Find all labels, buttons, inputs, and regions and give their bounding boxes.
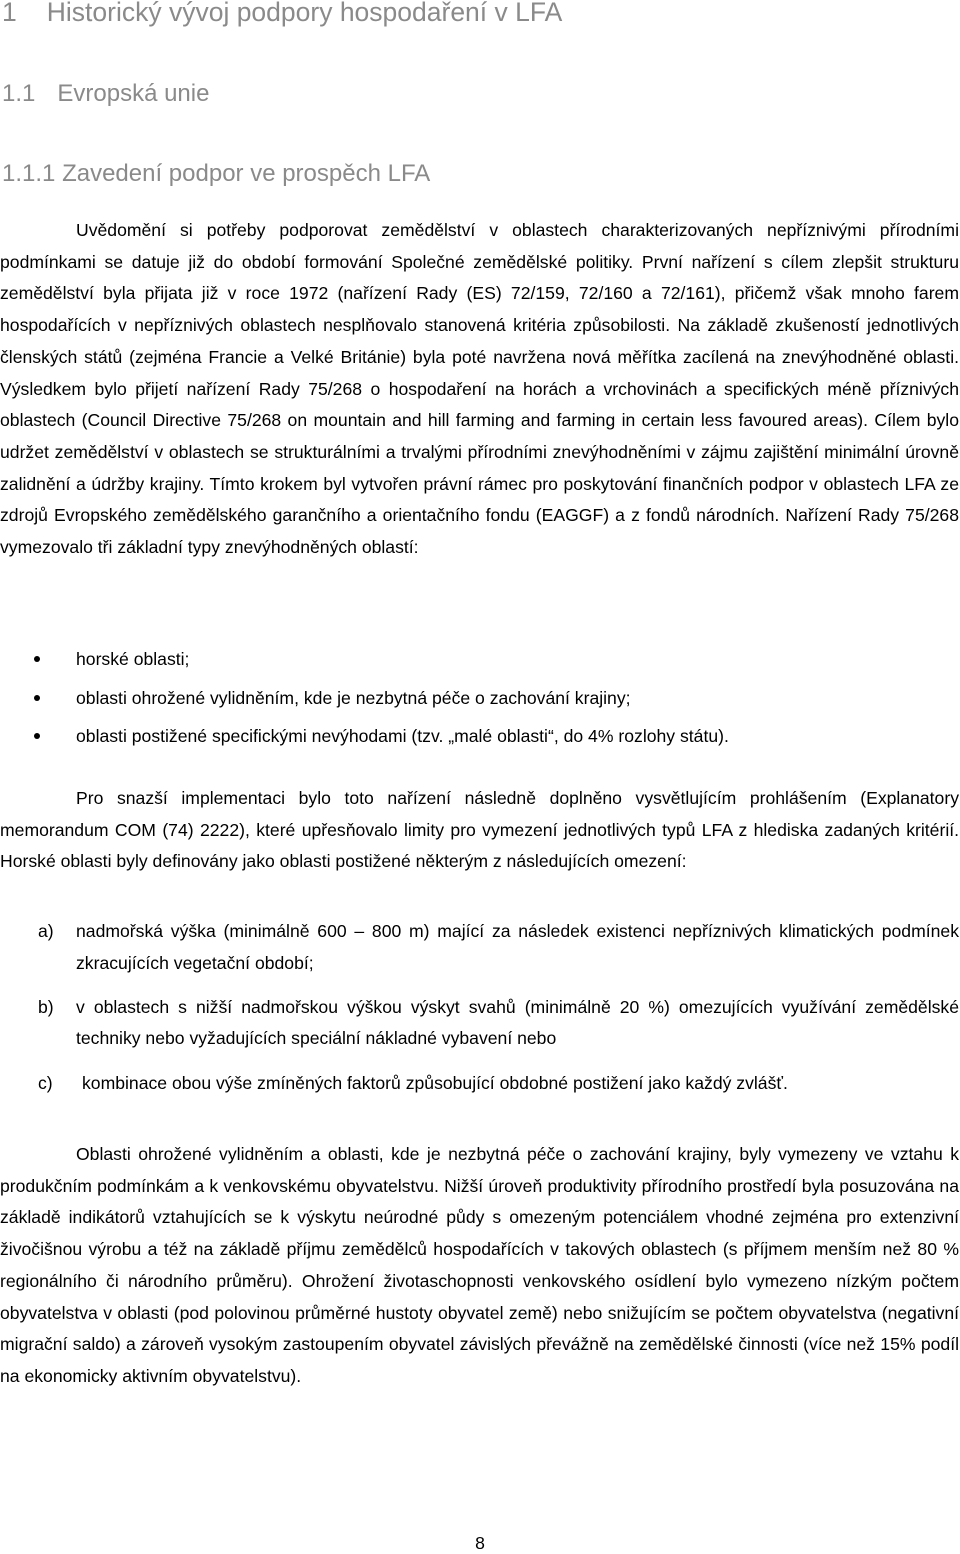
list-item: [0, 992, 959, 1068]
bullet-icon: [34, 656, 40, 662]
list-item-label: c): [38, 1072, 53, 1093]
list-item-text: oblasti ohrožené vylidněním, kde je nezbytná péče o zachování krajiny;: [76, 687, 631, 708]
list-item-text: v oblastech s nižší nadmořskou výškou výskyt svahů (minimálně 20 %) omezujících využívání zemědělské techniky nebo vyžadujících speciální nákladné vybavení nebo: [76, 996, 959, 1049]
intro-paragraph: Uvědomění si potřeby podporovat zemědělství v oblastech charakterizovaných nepříznivými přírodními podmínkami se datuje již do období formování Společné zemědělské politiky. První nařízení s cílem zlepšit strukturu zemědělství byla přijata již v roce 1972 (nařízení Rady (ES) 72/159, 72/160 a 72/161), přičemž však mnoho farem hospodařících v nepříznivých oblastech nesplňovalo stanovená kritéria způsobilosti. Na základě zkušeností jednotlivých členských států (zejména Francie a Velké Británie) byla poté navržena nová měřítka zacílená na znevýhodněné oblasti. Výsledkem bylo přijetí nařízení Rady 75/268 o hospodaření na horách a vrchovinách a specifických méně příznivých oblastech (Council Directive 75/268 on mountain and hill farming and farming in certain less favoured areas). Cílem bylo udržet zemědělství v oblastech se strukturálními a trvalými přírodními znevýhodněními v zájmu zajištění minimální úrovně zalidnění a údržby krajiny. Tímto krokem byl vytvořen právní rámec pro poskytování finančních podpor v oblastech LFA ze zdrojů Evropského zemědělského garančního a orientačního fondu (EAGGF) a z fondů národních. Nařízení Rady 75/268 vymezovalo tři základní typy znevýhodněných oblastí:: [0, 220, 959, 558]
area-types-list: [0, 644, 959, 760]
list-item-label: b): [38, 996, 54, 1017]
list-item: [0, 721, 959, 760]
list-item: [0, 683, 959, 722]
chapter-title: Historický vývoj podpory hospodaření v LFA: [46, 0, 563, 27]
subsection-title: Zavedení podpor ve prospěch LFA: [62, 160, 431, 187]
chapter-number: 1: [2, 0, 17, 27]
bullet-icon: [34, 695, 40, 701]
list-item: [0, 1068, 959, 1100]
bullet-icon: [34, 733, 40, 739]
list-item-text: nadmořská výška (minimálně 600 – 800 m) mající za následek existenci nepříznivých klimatických podmínek zkracujících vegetační období;: [76, 921, 959, 973]
depopulation-paragraph: Oblasti ohrožené vylidněním a oblasti, kde je nezbytná péče o zachování krajiny, byly vymezeny ve vztahu k produkčním podmínkám a k venkovskému obyvatelstvu. Nižší úroveň produktivity přírodního prostředí byla posuzována na základě indikátorů vztahujících se k výskytu neúrodné půdy s omezeným potenciálem vhodné zejména pro extenzivní živočišnou výrobu a též na základě příjmu zemědělců hospodařících v takových oblastech (s příjmem menším než 80 % regionálního či národního průměru). Ohrožení životaschopnosti venkovského osídlení bylo vymezeno nízkým počtem obyvatelstva v oblasti (pod polovinou průměrné hustoty obyvatel země) nebo snižujícím se počtem obyvatelstva (negativní migrační saldo) a zároveň vysokým zastoupením obyvatel závislých převážně na zemědělské činnosti (více než 15% podíl na ekonomicky aktivním obyvatelstvu).: [0, 1144, 959, 1386]
mountain-criteria-list: [0, 916, 959, 1099]
subsection-heading: [2, 160, 430, 188]
list-item-text: kombinace obou výše zmíněných faktorů způsobující obdobné postižení jako každý zvlášť.: [82, 1072, 788, 1093]
section-heading: [2, 80, 209, 108]
subsection-number: 1.1.1: [2, 160, 56, 187]
list-item-label: a): [38, 921, 54, 941]
chapter-heading: [2, 0, 562, 28]
page-number: 8: [475, 1533, 485, 1553]
section-number: 1.1: [2, 80, 36, 107]
implementation-paragraph: Pro snazší implementaci bylo toto nařízení následně doplněno vysvětlujícím prohlášením (Explanatory memorandum COM (74) 2222), které upřesňovalo limity pro vymezení jednotlivých typů LFA z hlediska zadaných kritérií. Horské oblasti byly definovány jako oblasti postižené některým z následujících omezení:: [0, 788, 959, 872]
list-item-text: horské oblasti;: [76, 649, 190, 669]
section-title: Evropská unie: [57, 80, 210, 107]
list-item: [0, 644, 959, 683]
list-item: [0, 916, 959, 992]
list-item-text: oblasti postižené specifickými nevýhodami (tzv. „malé oblasti“, do 4% rozlohy státu).: [76, 726, 729, 746]
